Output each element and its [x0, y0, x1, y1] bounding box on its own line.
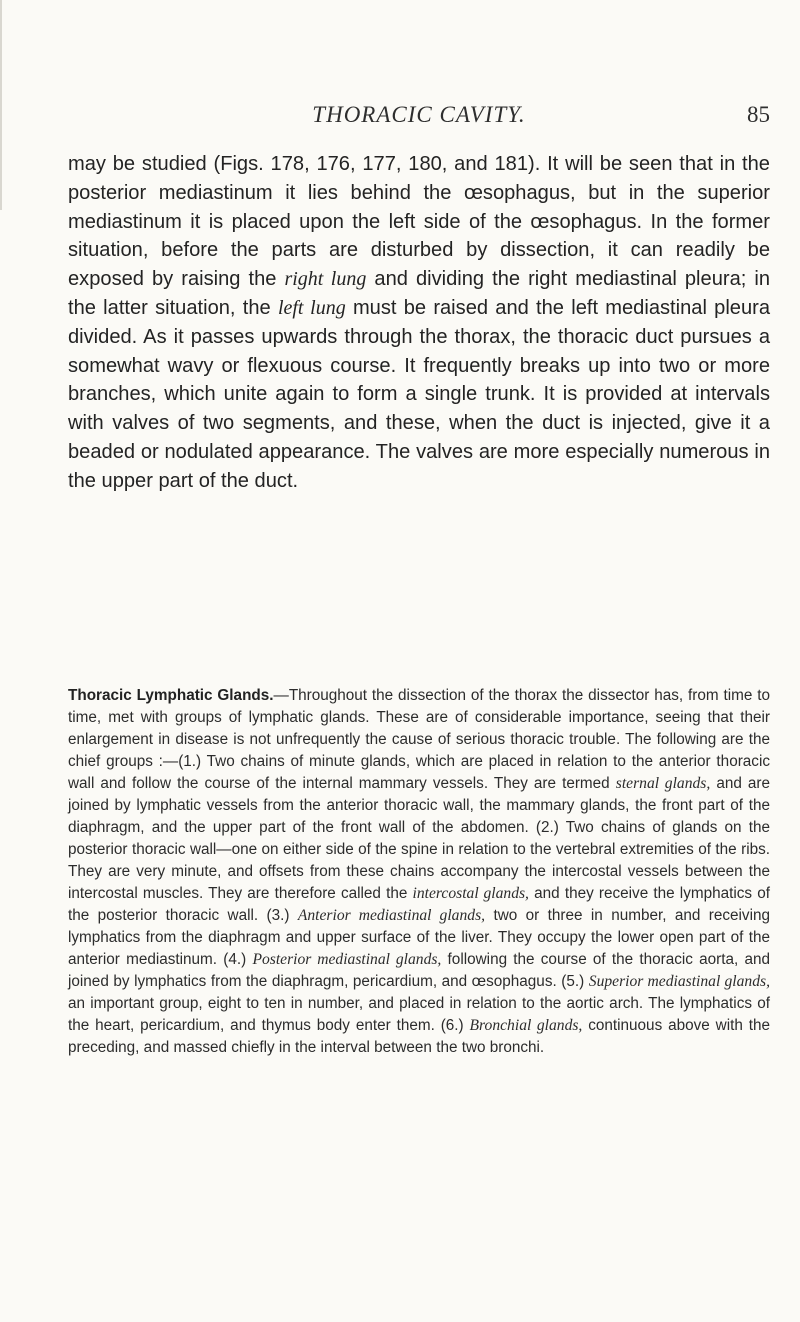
main-text-2: and dividing the right mediastinal pleura; in the latter situation, the	[68, 268, 770, 319]
page-header	[68, 96, 770, 136]
term-sternal-glands: sternal glands,	[615, 775, 711, 792]
glands-text-4: two or three in number, and receiving lymphatics from the diaphragm and upper surface of the liver. They occupy the lower open part of the anterior mediastinum. (4.)	[68, 907, 770, 968]
glands-text-6: an important group, eight to ten in number, and placed in relation to the aortic arch. The lymphatics of the heart, pericardium, and thymus body enter them. (6.)	[68, 995, 770, 1034]
term-bronchial-glands: Bronchial glands,	[469, 1017, 583, 1034]
page-edge-shadow	[0, 0, 2, 210]
emphasis-left-lung: left lung	[277, 296, 346, 319]
term-posterior-mediastinal: Posterior mediastinal glands,	[252, 951, 442, 968]
main-text-3: must be raised and the left mediastinal pleura divided. As it passes upwards through the thorax, the thoracic duct pursues a somewhat wavy or flexuous course. It frequently breaks up into two or more branches, which unite again to form a single trunk. It is provided at intervals with valves of two segments, and these, when the duct is injected, give it a beaded or nodulated appearance. The valves are more especially numerous in the upper part of the duct.	[68, 296, 771, 492]
term-superior-mediastinal: Superior mediastinal glands,	[588, 973, 770, 990]
glands-text-1: —Throughout the dissection of the thorax the dissector has, from time to time, met with groups of lymphatic glands. These are of considerable importance, seeing that their enlargement in disease is not unfrequently the cause of serious thoracic trouble. The following are the chief groups :—(1.) Two chains of minute glands, which are placed in relation to the anterior thoracic wall and follow the course of the internal mammary vessels. They are termed	[68, 687, 770, 792]
glands-text-5: following the course of the thoracic aorta, and joined by lymphatics from the diaphragm, pericardium, and œsophagus. (5.)	[68, 951, 771, 990]
glands-paragraph	[68, 685, 770, 1059]
page-number: 85	[747, 102, 770, 127]
glands-text-7: continuous above with the preceding, and massed chiefly in the interval between the two bronchi.	[68, 1017, 770, 1056]
main-paragraph	[68, 150, 770, 496]
term-intercostal-glands: intercostal glands,	[412, 885, 529, 902]
main-text-1: may be studied (Figs. 178, 176, 177, 180, and 181). It will be seen that in the posterior mediastinum it lies behind the œsophagus, but in the superior mediastinum it is placed upon the left side of the œsophagus. In the former situation, before the parts are disturbed by dissection, it can readily be exposed by raising the	[68, 153, 770, 291]
glands-text-3: and they receive the lymphatics of the posterior thoracic wall. (3.)	[68, 885, 770, 924]
term-anterior-mediastinal: Anterior mediastinal glands,	[297, 907, 486, 924]
running-title: THORACIC CAVITY.	[312, 102, 526, 127]
glands-text-2: and are joined by lymphatic vessels from the anterior thoracic wall, the mammary glands, the front part of the diaphragm, and the upper part of the front wall of the abdomen. (2.) Two chains of glands on the posterior thoracic wall—one on either side of the spine in relation to the vertebral extremities of the ribs. They are very minute, and offsets from these chains accompany the intercostal vessels between the intercostal muscles. They are therefore called the	[68, 775, 771, 902]
emphasis-right-lung: right lung	[284, 268, 367, 291]
section-heading: Thoracic Lymphatic Glands.	[68, 687, 274, 704]
